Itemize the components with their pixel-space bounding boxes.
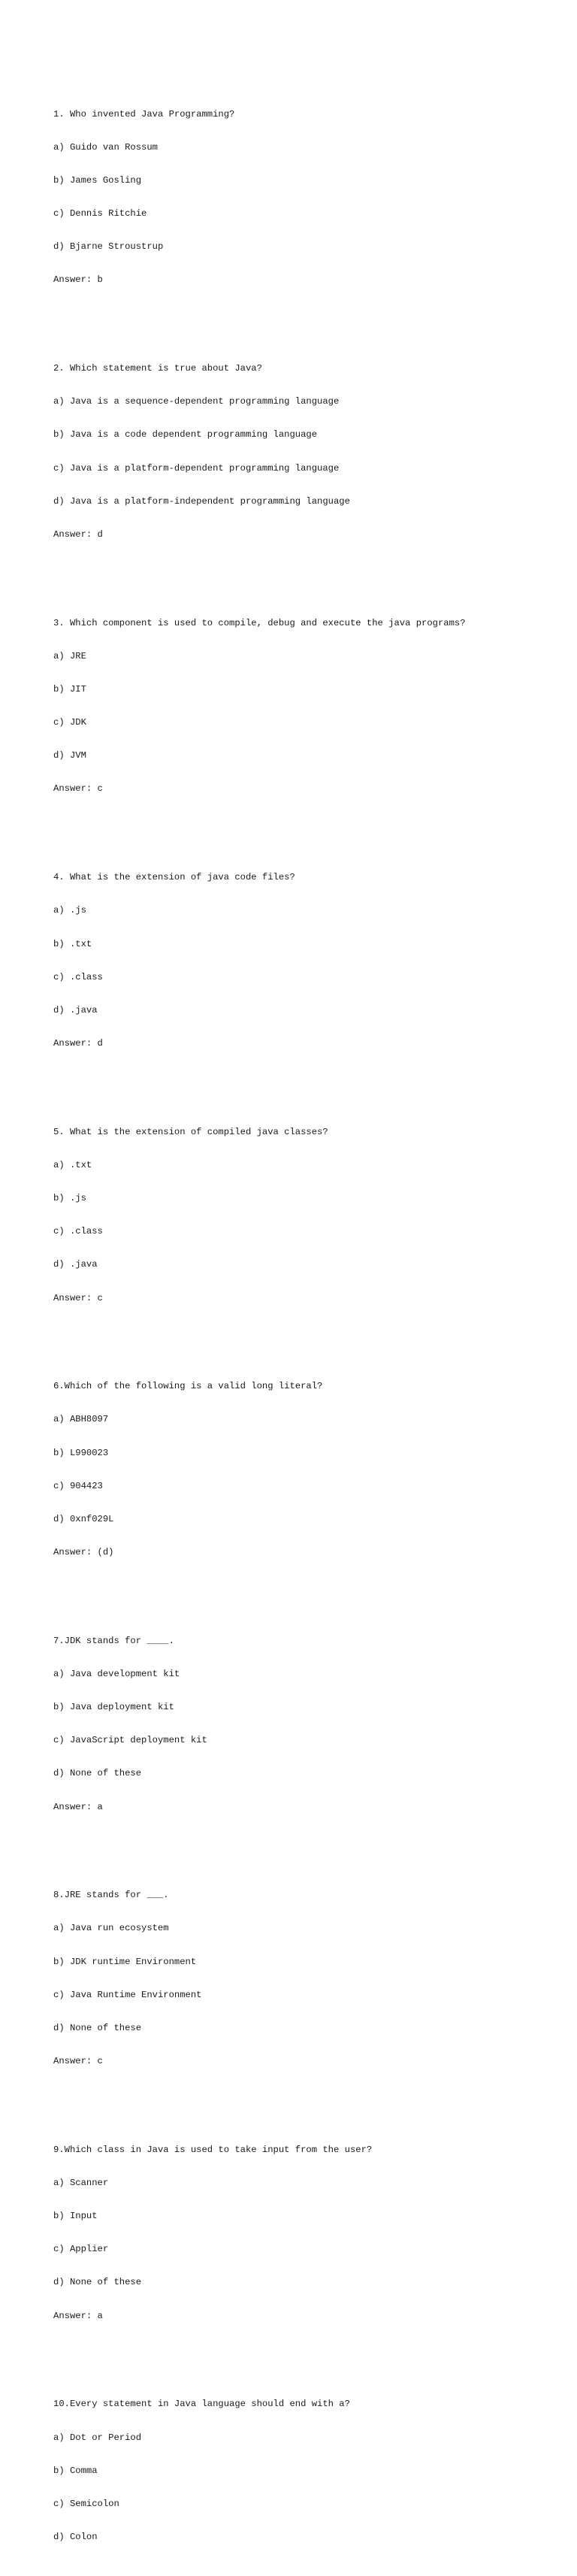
answer-text: Answer: c <box>53 783 103 795</box>
question-block <box>53 86 564 307</box>
option-c: c) JavaScript deployment kit <box>53 1735 207 1746</box>
answer-text: Answer: b <box>53 274 103 286</box>
option-d: d) JVM <box>53 750 86 761</box>
question-text: 1. Who invented Java Programming? <box>53 108 235 120</box>
question-text: 9.Which class in Java is used to take input from the user? <box>53 2144 373 2155</box>
question-text: 5. What is the extension of compiled java classes? <box>53 1126 328 1137</box>
question-block <box>53 1868 564 2089</box>
option-d: d) .java <box>53 1004 98 1016</box>
option-a: a) Java run ecosystem <box>53 1923 169 1934</box>
question-text: 4. What is the extension of java code files? <box>53 872 295 883</box>
question-block <box>53 2377 564 2565</box>
question-block <box>53 1359 564 1580</box>
answer-text: Answer: c <box>53 1292 103 1303</box>
option-a: a) Scanner <box>53 2178 109 2188</box>
option-c: c) Semicolon <box>53 2498 119 2509</box>
option-b: b) Comma <box>53 2465 98 2476</box>
option-d: d) Colon <box>53 2532 98 2542</box>
option-a: a) .js <box>53 905 86 916</box>
option-c: c) Java Runtime Environment <box>53 1989 202 2000</box>
option-b: b) Java deployment kit <box>53 1702 174 1713</box>
question-block <box>53 1104 564 1325</box>
option-d: d) None of these <box>53 1768 142 1779</box>
answer-text: Answer: a <box>53 2310 103 2321</box>
option-c: c) Java is a platform-dependent programming language <box>53 462 340 474</box>
question-text: 7.JDK stands for ____. <box>53 1635 174 1646</box>
question-text: 3. Which component is used to compile, debug and execute the java programs? <box>53 617 466 628</box>
option-b: b) JIT <box>53 683 86 695</box>
option-c: c) Applier <box>53 2244 109 2255</box>
option-d: d) Bjarne Stroustrup <box>53 241 164 253</box>
quiz-document <box>53 53 564 2576</box>
question-block <box>53 2122 564 2343</box>
option-d: d) 0xnf029L <box>53 1513 114 1524</box>
option-a: a) Java is a sequence-dependent programming language <box>53 396 340 407</box>
question-text: 2. Which statement is true about Java? <box>53 363 262 374</box>
question-block <box>53 595 564 816</box>
option-a: a) JRE <box>53 650 86 661</box>
answer-text: Answer: d <box>53 528 103 540</box>
question-block <box>53 850 564 1071</box>
option-a: a) Guido van Rossum <box>53 141 158 153</box>
answer-text: Answer: a <box>53 1801 103 1812</box>
option-c: c) JDK <box>53 717 86 728</box>
option-a: a) .txt <box>53 1159 92 1170</box>
option-c: c) 904423 <box>53 1480 103 1491</box>
answer-text: Answer: (d) <box>53 1547 114 1558</box>
option-b: b) Java is a code dependent programming language <box>53 429 318 440</box>
option-a: a) ABH8097 <box>53 1414 109 1425</box>
answer-text: Answer: c <box>53 2056 103 2067</box>
option-c: c) Dennis Ritchie <box>53 208 147 219</box>
option-d: d) .java <box>53 1259 98 1270</box>
option-b: b) L990023 <box>53 1447 109 1458</box>
option-b: b) .js <box>53 1193 86 1204</box>
question-block <box>53 1613 564 1834</box>
question-text: 8.JRE stands for ___. <box>53 1890 169 1901</box>
option-a: a) Dot or Period <box>53 2432 142 2443</box>
option-b: b) Input <box>53 2211 98 2222</box>
question-text: 10.Every statement in Java language should end with a? <box>53 2399 350 2410</box>
option-b: b) .txt <box>53 938 92 949</box>
answer-text: Answer: d <box>53 1037 103 1049</box>
option-d: d) None of these <box>53 2022 142 2033</box>
option-b: b) JDK runtime Environment <box>53 1956 197 1967</box>
option-a: a) Java development kit <box>53 1668 180 1679</box>
option-d: d) None of these <box>53 2277 142 2288</box>
question-text: 6.Which of the following is a valid long literal? <box>53 1381 323 1392</box>
option-b: b) James Gosling <box>53 174 142 186</box>
option-c: c) .class <box>53 971 103 982</box>
option-d: d) Java is a platform-independent programming language <box>53 495 350 507</box>
question-block <box>53 341 564 562</box>
option-c: c) .class <box>53 1226 103 1237</box>
